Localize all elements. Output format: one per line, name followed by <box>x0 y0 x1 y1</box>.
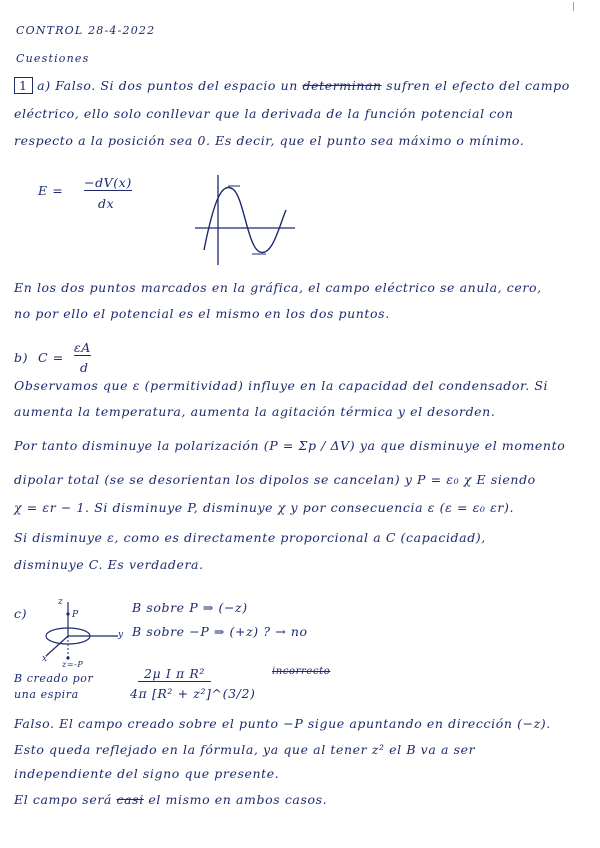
question-1c-line-1: Falso. El campo creado sobre el punto −P sigue apuntando en dirección (−z). <box>14 716 551 731</box>
axis-z-label: z <box>58 597 64 607</box>
question-number: 1 <box>14 77 33 94</box>
question-1a-line-2: eléctrico, ello solo conllevar que la derivada de la función potencial con <box>14 106 514 121</box>
loop-field-label-2: una espira <box>14 688 79 701</box>
loop-field-numerator: 2μ I π R² <box>138 666 211 682</box>
part-b-label: b) <box>14 350 29 365</box>
question-1a-line-1 <box>14 78 570 93</box>
question-1c-line-2: Esto queda reflejado en la fórmula, ya que al tener z² el B va a ser <box>14 742 476 757</box>
formula-e-denominator: dx <box>98 196 115 211</box>
point-p-label: P <box>72 610 79 620</box>
question-1a-line-3: respecto a la posición sea 0. Es decir, que el punto sea máximo o mínimo. <box>14 133 525 148</box>
struck-word: determinan <box>302 78 382 93</box>
section-title: Cuestiones <box>16 52 90 65</box>
point-minus-p-label: z=-P <box>62 660 84 669</box>
field-note-1: B sobre P ⇒ (−z) <box>132 600 248 615</box>
question-1b-line-5: χ = εr − 1. Si disminuye P, disminuye χ y por consecuencia ε (ε = ε₀ εr). <box>14 500 515 515</box>
question-1b-line-1: Observamos que ε (permitividad) influye en la capacidad del condensador. Si <box>14 378 549 393</box>
text-span: El campo será <box>14 792 112 807</box>
potential-graph-sketch <box>190 170 300 270</box>
formula-c-numerator: εA <box>74 340 91 355</box>
formula-c-lhs: C = <box>38 350 64 365</box>
loop-axes-sketch <box>38 598 128 668</box>
question-1b-line-3 <box>14 438 565 453</box>
text-span: Por tanto disminuye la polarización <box>14 438 260 453</box>
polarization-formula: (P = Σp / ΔV) <box>263 438 356 453</box>
loop-field-label-1: B creado por <box>14 672 94 685</box>
corner-mark: | <box>572 2 576 12</box>
text-span: Falso. Si dos puntos del espacio un <box>55 78 298 93</box>
text-span: el mismo en ambos casos. <box>148 792 328 807</box>
question-1a-conclusion-1: En los dos puntos marcados en la gráfica, el campo eléctrico se anula, cero, <box>14 280 542 295</box>
struck-word: casi <box>116 792 144 807</box>
question-1b-line-2: aumenta la temperatura, aumenta la agitación térmica y el desorden. <box>14 404 496 419</box>
question-1b-line-4: dipolar total (se se desorientan los dipolos se cancelan) y P = ε₀ χ E siendo <box>14 472 536 487</box>
question-1c-line-3: independiente del signo que presente. <box>14 766 280 781</box>
question-1b-line-7: disminuye C. Es verdadera. <box>14 557 204 572</box>
formula-e-numerator: −dV(x) <box>84 175 132 190</box>
axis-y-label: y <box>118 630 124 640</box>
formula-c-denominator: d <box>80 360 89 375</box>
field-note-2: B sobre −P ⇒ (+z) ? → no <box>132 624 308 639</box>
part-c-label: c) <box>14 606 28 621</box>
loop-field-denominator: 4π [R² + z²]^(3/2) <box>130 686 256 701</box>
scribbled-word: incorrecto <box>272 666 331 677</box>
axis-x-label: x <box>42 654 48 664</box>
question-1b-line-6: Si disminuye ε, como es directamente proporcional a C (capacidad), <box>14 530 486 545</box>
text-span: ya que disminuye el momento <box>359 438 566 453</box>
question-1a-conclusion-2: no por ello el potencial es el mismo en los dos puntos. <box>14 306 390 321</box>
page-title: CONTROL 28-4-2022 <box>16 24 156 37</box>
part-a-label: a) <box>37 78 51 93</box>
text-span: sufren el efecto del campo <box>386 78 570 93</box>
question-1c-line-4 <box>14 792 327 807</box>
formula-e-lhs: E = <box>38 183 64 198</box>
